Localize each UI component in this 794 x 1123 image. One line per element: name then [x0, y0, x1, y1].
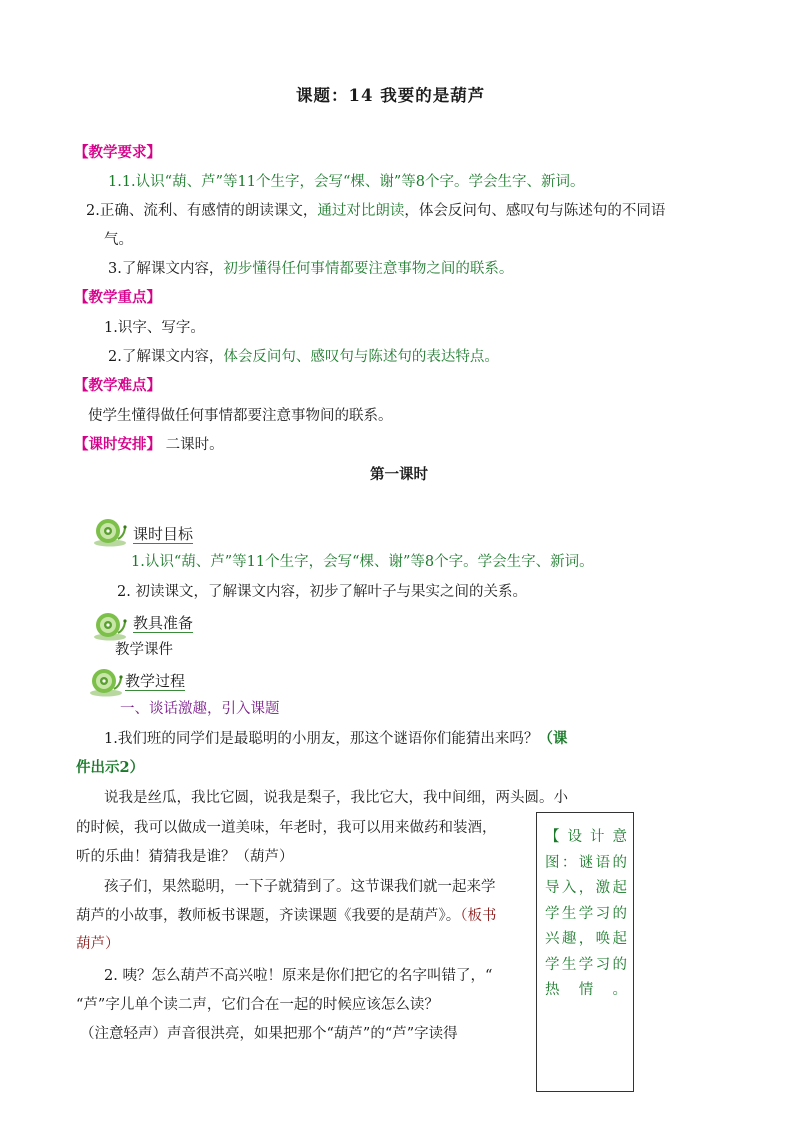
keypoint-item-2-a: 2.了解课文内容，	[108, 349, 224, 365]
process-p2-2b: （板书	[460, 908, 497, 924]
process-p3-line1: 2. 咦？怎么葫芦不高兴啦！原来是你们把它的名字叫错了，“	[104, 968, 493, 984]
riddle-line-1: 说我是丝瓜，我比它圆，说我是梨子，我比它大，我中间细，两头圆。小	[104, 790, 568, 806]
riddle-line-2: 的时候，我可以做成一道美味，年老时，我可以用来做药和装酒，	[76, 820, 497, 836]
snail-icon	[92, 514, 128, 548]
difficulty-item-1: 使学生懂得做任何事情都要注意事物间的联系。	[88, 408, 393, 424]
schedule-header: 【课时安排】	[74, 436, 161, 453]
requirement-item-2-cont: 气。	[104, 232, 133, 248]
process-p1-line1	[104, 729, 567, 749]
riddle-line-3: 听的乐曲！猜猜我是谁？（葫芦）	[76, 849, 294, 865]
requirement-item-2-c: ，体会反问句、感叹句与陈述句的不同语	[404, 203, 666, 219]
snail-icon	[88, 664, 124, 698]
process-p2-line2	[76, 906, 497, 926]
requirement-item-2	[86, 201, 665, 221]
keypoint-item-2	[108, 347, 499, 367]
process-label: 教学过程	[125, 672, 186, 690]
keypoint-item-1: 1.识字、写字。	[104, 320, 205, 336]
schedule-value: 二课时。	[165, 437, 224, 453]
goal-item-1: 1.认识“葫、芦”等11个生字，会写“棵、谢”等8个字。学会生字、新词。	[131, 554, 594, 570]
design-note-box	[536, 812, 634, 1092]
process-p1-a: 1.我们班的同学们是最聪明的小朋友，那这个谜语你们能猜出来吗？	[104, 731, 539, 747]
requirement-item-1: 1.1.认识“葫、芦”等11个生字，会写“棵、谢”等8个字。学会生字、新词。	[108, 174, 585, 190]
requirement-item-2-a: 2.正确、流利、有感情的朗读课文，	[86, 203, 318, 219]
requirements-header: 【教学要求】	[74, 144, 161, 161]
snail-icon	[92, 608, 128, 642]
process-p1-b: （课	[538, 730, 568, 747]
keypoint-item-2-b: 体会反问句、感叹句与陈述句的表达特点。	[223, 349, 499, 365]
requirement-item-3	[108, 259, 513, 279]
goal-item-2: 2. 初读课文，了解课文内容，初步了解叶子与果实之间的关系。	[117, 584, 527, 600]
design-note-text: 【设计意图：谜语的导入，激起学生学习的兴趣，唤起学生学习的热情。	[545, 829, 627, 998]
prep-item: 教学课件	[115, 642, 173, 658]
keypoints-header: 【教学重点】	[74, 289, 161, 306]
schedule-row	[74, 435, 224, 455]
process-p2-line3: 葫芦）	[76, 936, 120, 952]
lesson-heading: 第一课时	[370, 466, 428, 483]
process-p4-line1: （注意轻声）声音很洪亮，如果把那个“葫芦”的“芦”字读得	[80, 1026, 458, 1042]
process-p1-line2: 件出示2）	[76, 759, 145, 776]
process-p2-2a: 葫芦的小故事，教师板书课题，齐读课题《我要的是葫芦》。	[76, 908, 461, 924]
goals-label: 课时目标	[133, 525, 194, 543]
process-p2-line1: 孩子们，果然聪明，一下子就猜到了。这节课我们就一起来学	[104, 879, 496, 895]
requirement-item-3-b: 初步懂得任何事情都要注意事物之间的联系。	[223, 261, 514, 277]
process-p3-line2: “芦”字儿单个读二声，它们合在一起的时候应该怎么读？	[76, 997, 439, 1013]
requirement-item-2-b: 通过对比朗读	[317, 203, 405, 219]
page-title: 课题：14 我要的是葫芦	[296, 86, 486, 105]
difficulties-header: 【教学难点】	[74, 377, 161, 394]
requirement-item-3-a: 3.了解课文内容，	[108, 261, 224, 277]
prep-label: 教具准备	[133, 614, 194, 632]
process-step-1: 一、谈话激趣，引入课题	[120, 701, 280, 717]
